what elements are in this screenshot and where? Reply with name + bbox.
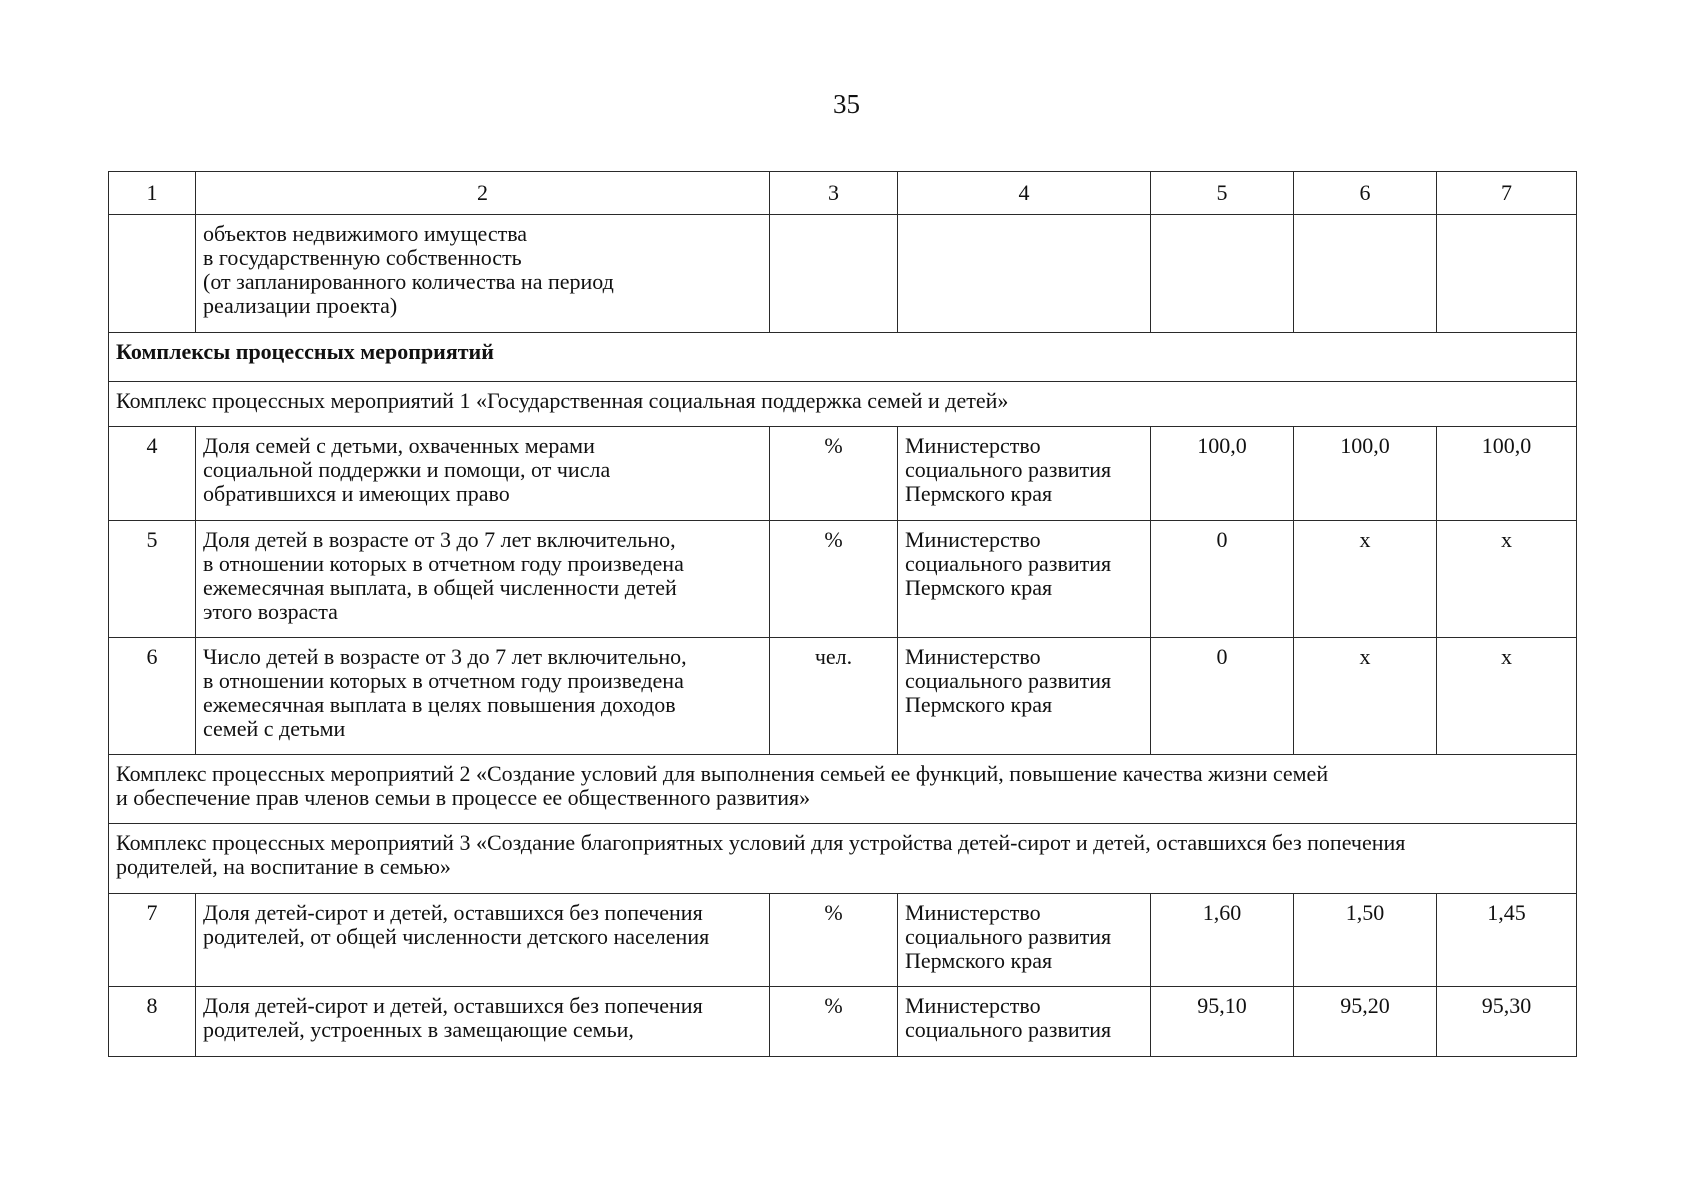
complex-2-title-row — [109, 755, 1577, 824]
column-header-1: 1 — [109, 172, 196, 215]
indicator-name-cell: объектов недвижимого имущества в государственную собственность (от запланированного количества на период реализации проекта) — [196, 215, 770, 333]
value-cell-5: 0 — [1151, 638, 1294, 755]
value-cell-6: 95,20 — [1294, 987, 1437, 1057]
value-cell-7: 100,0 — [1437, 427, 1577, 521]
unit-cell — [770, 215, 898, 333]
unit-cell: % — [770, 521, 898, 638]
continuation-row — [109, 215, 1577, 333]
indicator-name-cell: Доля детей в возрасте от 3 до 7 лет включительно, в отношении которых в отчетном году произведена ежемесячная выплата, в общей численности детей этого возраста — [196, 521, 770, 638]
column-header-2: 2 — [196, 172, 770, 215]
value-cell-5: 95,10 — [1151, 987, 1294, 1057]
table-row — [109, 638, 1577, 755]
column-header-5: 5 — [1151, 172, 1294, 215]
value-cell-5: 0 — [1151, 521, 1294, 638]
value-cell-5: 1,60 — [1151, 894, 1294, 987]
column-header-7: 7 — [1437, 172, 1577, 215]
complex-3-title-row — [109, 824, 1577, 894]
table-row — [109, 521, 1577, 638]
column-header-4: 4 — [898, 172, 1151, 215]
column-header-6: 6 — [1294, 172, 1437, 215]
value-cell-6: 1,50 — [1294, 894, 1437, 987]
table-row — [109, 894, 1577, 987]
value-cell-7: 1,45 — [1437, 894, 1577, 987]
section-title-row — [109, 333, 1577, 382]
unit-cell: % — [770, 987, 898, 1057]
indicators-table — [108, 171, 1577, 1057]
table-row — [109, 987, 1577, 1057]
value-cell-7: х — [1437, 521, 1577, 638]
complex-1-title-row — [109, 382, 1577, 427]
value-cell-5 — [1151, 215, 1294, 333]
responsible-cell: Министерство социального развития Пермского края — [898, 427, 1151, 521]
row-number-cell: 5 — [109, 521, 196, 638]
indicator-name-cell: Число детей в возрасте от 3 до 7 лет включительно, в отношении которых в отчетном году произведена ежемесячная выплата в целях повышения доходов семей с детьми — [196, 638, 770, 755]
indicator-name-cell: Доля детей-сирот и детей, оставшихся без попечения родителей, устроенных в замещающие семьи, — [196, 987, 770, 1057]
value-cell-7: 95,30 — [1437, 987, 1577, 1057]
column-header-3: 3 — [770, 172, 898, 215]
row-number-cell: 4 — [109, 427, 196, 521]
row-number-cell: 8 — [109, 987, 196, 1057]
row-number-cell — [109, 215, 196, 333]
complex-2-title: Комплекс процессных мероприятий 2 «Создание условий для выполнения семьей ее функций, повышение качества жизни семей и обеспечение прав членов семьи в процессе ее общественного развития» — [109, 755, 1577, 824]
responsible-cell: Министерство социального развития Пермского края — [898, 894, 1151, 987]
value-cell-7 — [1437, 215, 1577, 333]
responsible-cell: Министерство социального развития Пермского края — [898, 638, 1151, 755]
value-cell-6: х — [1294, 521, 1437, 638]
table-row — [109, 427, 1577, 521]
value-cell-6: 100,0 — [1294, 427, 1437, 521]
value-cell-7: х — [1437, 638, 1577, 755]
unit-cell: % — [770, 894, 898, 987]
complex-1-title: Комплекс процессных мероприятий 1 «Государственная социальная поддержка семей и детей» — [109, 382, 1577, 427]
responsible-cell: Министерство социального развития — [898, 987, 1151, 1057]
row-number-cell: 6 — [109, 638, 196, 755]
responsible-cell — [898, 215, 1151, 333]
page-number: 35 — [833, 89, 860, 119]
unit-cell: чел. — [770, 638, 898, 755]
complex-3-title: Комплекс процессных мероприятий 3 «Создание благоприятных условий для устройства детей-сирот и детей, оставшихся без попечения родителей, на воспитание в семью» — [109, 824, 1577, 894]
value-cell-5: 100,0 — [1151, 427, 1294, 521]
section-title: Комплексы процессных мероприятий — [109, 333, 1577, 382]
indicator-name-cell: Доля семей с детьми, охваченных мерами социальной поддержки и помощи, от числа обратившихся и имеющих право — [196, 427, 770, 521]
row-number-cell: 7 — [109, 894, 196, 987]
indicator-name-cell: Доля детей-сирот и детей, оставшихся без попечения родителей, от общей численности детского населения — [196, 894, 770, 987]
value-cell-6 — [1294, 215, 1437, 333]
column-number-row — [109, 172, 1577, 215]
value-cell-6: х — [1294, 638, 1437, 755]
responsible-cell: Министерство социального развития Пермского края — [898, 521, 1151, 638]
unit-cell: % — [770, 427, 898, 521]
